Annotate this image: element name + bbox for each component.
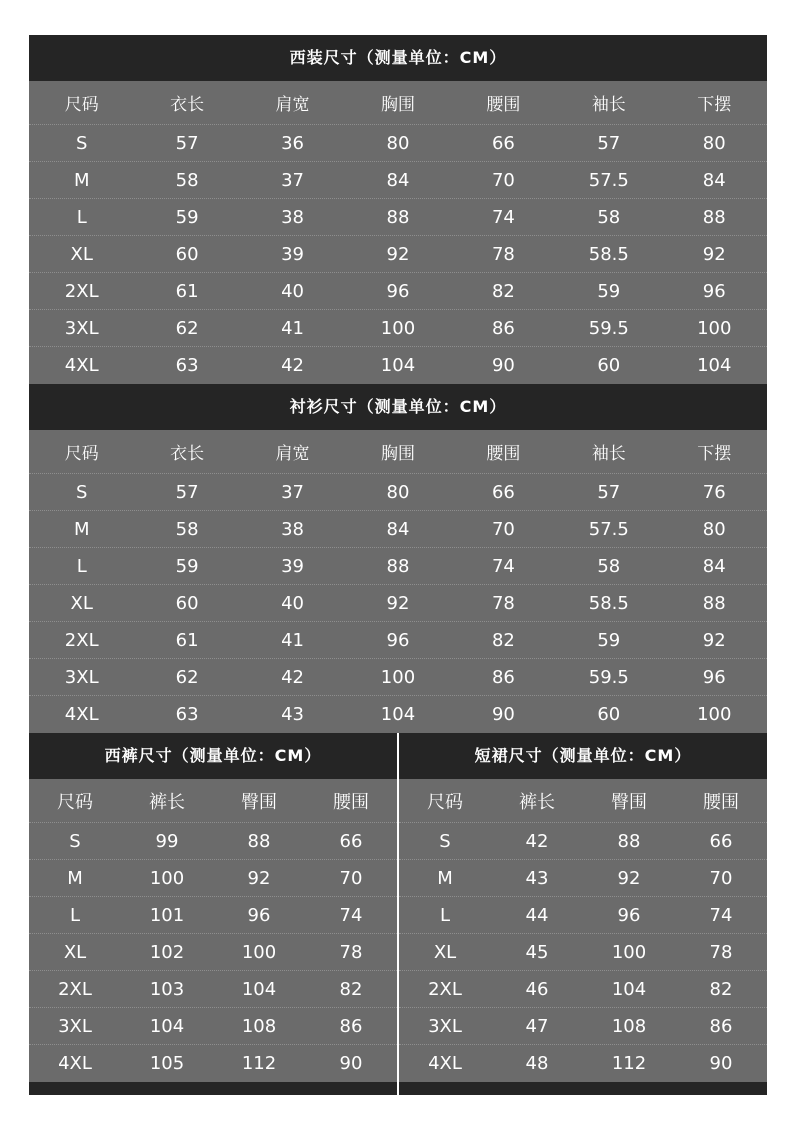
measurement-cell: 88 <box>702 592 726 614</box>
measurement-cell: 45 <box>525 941 549 963</box>
column-header: 臀围 <box>611 791 647 813</box>
measurement-cell: 96 <box>702 666 726 688</box>
column-header: 胸围 <box>380 95 415 115</box>
shorts-header-row <box>399 779 767 823</box>
trousers-table-footer <box>29 1082 397 1095</box>
measurement-cell: 82 <box>491 629 515 651</box>
measurement-cell: 84 <box>386 169 410 191</box>
measurement-cell: 66 <box>491 481 515 503</box>
table-row <box>399 823 767 860</box>
table-row <box>29 474 767 511</box>
measurement-cell: 60 <box>597 704 621 725</box>
size-cell: M <box>73 518 90 540</box>
table-row <box>29 347 767 384</box>
measurement-cell: 57 <box>597 481 621 503</box>
table-row <box>29 860 397 897</box>
column-header: 衣长 <box>170 444 205 464</box>
measurement-cell: 61 <box>175 629 199 651</box>
measurement-cell: 100 <box>380 317 416 339</box>
measurement-cell: 105 <box>149 1053 185 1074</box>
measurement-cell: 96 <box>386 280 410 302</box>
suit-size-table <box>29 35 767 384</box>
measurement-cell: 40 <box>281 592 304 614</box>
measurement-cell: 100 <box>611 941 647 963</box>
measurement-cell: 108 <box>611 1015 647 1037</box>
measurement-cell: 58 <box>597 206 621 228</box>
table-row <box>399 860 767 897</box>
shorts-size-table <box>399 733 767 1095</box>
measurement-cell: 104 <box>380 355 416 376</box>
measurement-cell: 92 <box>247 867 271 889</box>
column-header: 衣长 <box>170 95 205 115</box>
measurement-cell: 92 <box>702 243 726 265</box>
size-cell: XL <box>433 941 457 963</box>
measurement-cell: 78 <box>709 941 733 963</box>
table-row <box>399 971 767 1008</box>
column-header: 袖长 <box>591 444 626 464</box>
measurement-cell: 92 <box>617 867 641 889</box>
measurement-cell: 62 <box>175 317 199 339</box>
shorts-table-footer <box>399 1082 767 1095</box>
size-cell: 4XL <box>64 355 99 376</box>
measurement-cell: 59 <box>597 629 621 651</box>
measurement-cell: 57.5 <box>588 169 629 191</box>
measurement-cell: 90 <box>491 704 515 725</box>
measurement-cell: 100 <box>380 666 416 688</box>
suit-header-row <box>29 81 767 125</box>
size-cell: S <box>75 132 88 154</box>
column-header: 尺码 <box>64 444 99 464</box>
shirt-header-row <box>29 430 767 474</box>
measurement-cell: 90 <box>339 1053 363 1074</box>
measurement-cell: 112 <box>241 1053 277 1074</box>
table-row <box>29 548 767 585</box>
shorts-table-title: 短裙尺寸（测量单位：CM） <box>399 733 767 779</box>
measurement-cell: 112 <box>611 1053 647 1074</box>
measurement-cell: 84 <box>386 518 410 540</box>
size-cell: 3XL <box>64 666 99 688</box>
measurement-cell: 100 <box>697 317 732 339</box>
measurement-cell: 104 <box>380 704 416 725</box>
size-cell: 3XL <box>428 1015 462 1037</box>
measurement-cell: 84 <box>702 555 726 577</box>
table-row <box>29 696 767 733</box>
measurement-cell: 96 <box>617 904 641 926</box>
measurement-cell: 41 <box>281 629 304 651</box>
measurement-cell: 86 <box>491 666 515 688</box>
measurement-cell: 82 <box>339 978 363 1000</box>
table-row <box>399 1045 767 1082</box>
measurement-cell: 104 <box>241 978 277 1000</box>
column-header: 下摆 <box>697 444 732 464</box>
table-row <box>29 162 767 199</box>
size-cell: 4XL <box>64 704 99 725</box>
size-cell: XL <box>70 243 93 265</box>
table-row <box>399 1008 767 1045</box>
measurement-cell: 80 <box>386 481 410 503</box>
measurement-cell: 58 <box>175 518 199 540</box>
measurement-cell: 92 <box>386 243 410 265</box>
measurement-cell: 36 <box>281 132 304 154</box>
bottom-tables <box>29 733 767 1095</box>
column-header: 腰围 <box>333 791 369 813</box>
measurement-cell: 108 <box>241 1015 277 1037</box>
measurement-cell: 90 <box>491 355 515 376</box>
measurement-cell: 62 <box>175 666 199 688</box>
measurement-cell: 96 <box>386 629 410 651</box>
measurement-cell: 38 <box>281 518 304 540</box>
measurement-cell: 66 <box>709 830 733 852</box>
measurement-cell: 58.5 <box>588 592 629 614</box>
measurement-cell: 92 <box>386 592 410 614</box>
table-row <box>29 897 397 934</box>
measurement-cell: 80 <box>702 132 726 154</box>
size-cell: M <box>73 169 90 191</box>
measurement-cell: 74 <box>709 904 733 926</box>
column-header: 尺码 <box>427 791 463 813</box>
size-cell: 4XL <box>58 1053 92 1074</box>
size-cell: L <box>69 904 81 926</box>
size-cell: 2XL <box>64 280 99 302</box>
size-cell: XL <box>70 592 93 614</box>
measurement-cell: 39 <box>281 555 304 577</box>
measurement-cell: 70 <box>339 867 363 889</box>
measurement-cell: 92 <box>702 629 726 651</box>
column-header: 袖长 <box>591 95 626 115</box>
size-cell: M <box>437 867 453 889</box>
measurement-cell: 74 <box>339 904 363 926</box>
column-header: 下摆 <box>697 95 732 115</box>
measurement-cell: 74 <box>491 555 515 577</box>
size-cell: 3XL <box>64 317 99 339</box>
measurement-cell: 100 <box>149 867 185 889</box>
table-row <box>29 1008 397 1045</box>
measurement-cell: 60 <box>175 243 199 265</box>
measurement-cell: 63 <box>175 704 199 725</box>
measurement-cell: 66 <box>339 830 363 852</box>
table-row <box>29 659 767 696</box>
size-cell: L <box>76 206 87 228</box>
measurement-cell: 37 <box>281 481 304 503</box>
table-row <box>399 897 767 934</box>
measurement-cell: 88 <box>386 555 410 577</box>
measurement-cell: 70 <box>491 518 515 540</box>
measurement-cell: 80 <box>386 132 410 154</box>
column-header: 肩宽 <box>275 95 310 115</box>
measurement-cell: 61 <box>175 280 199 302</box>
measurement-cell: 41 <box>281 317 304 339</box>
measurement-cell: 38 <box>281 206 304 228</box>
size-cell: 3XL <box>58 1015 92 1037</box>
table-row <box>29 273 767 310</box>
measurement-cell: 58 <box>175 169 199 191</box>
measurement-cell: 76 <box>702 481 726 503</box>
measurement-cell: 59.5 <box>588 666 629 688</box>
size-chart-sheet <box>29 35 767 1095</box>
measurement-cell: 60 <box>175 592 199 614</box>
measurement-cell: 42 <box>281 355 304 376</box>
measurement-cell: 46 <box>525 978 549 1000</box>
measurement-cell: 59 <box>597 280 621 302</box>
measurement-cell: 43 <box>525 867 549 889</box>
trousers-header-row <box>29 779 397 823</box>
column-header: 腰围 <box>486 95 521 115</box>
column-header: 臀围 <box>241 791 277 813</box>
table-row <box>29 199 767 236</box>
table-row <box>29 125 767 162</box>
measurement-cell: 63 <box>175 355 199 376</box>
shirt-size-table <box>29 384 767 733</box>
table-row <box>29 1045 397 1082</box>
size-cell: S <box>439 830 451 852</box>
measurement-cell: 70 <box>709 867 733 889</box>
measurement-cell: 39 <box>281 243 304 265</box>
measurement-cell: 86 <box>491 317 515 339</box>
size-cell: S <box>69 830 81 852</box>
measurement-cell: 88 <box>702 206 726 228</box>
measurement-cell: 100 <box>697 704 732 725</box>
measurement-cell: 99 <box>155 830 179 852</box>
size-cell: L <box>439 904 451 926</box>
measurement-cell: 42 <box>281 666 304 688</box>
measurement-cell: 43 <box>281 704 304 725</box>
size-cell: S <box>75 481 88 503</box>
column-header: 裤长 <box>519 791 555 813</box>
trousers-size-table <box>29 733 397 1095</box>
measurement-cell: 37 <box>281 169 304 191</box>
measurement-cell: 96 <box>247 904 271 926</box>
measurement-cell: 86 <box>339 1015 363 1037</box>
column-header: 胸围 <box>380 444 415 464</box>
measurement-cell: 57.5 <box>588 518 629 540</box>
size-cell: 2XL <box>428 978 462 1000</box>
measurement-cell: 58 <box>597 555 621 577</box>
shirt-table-title: 衬衫尺寸（测量单位：CM） <box>29 384 767 430</box>
measurement-cell: 58.5 <box>588 243 629 265</box>
suit-table-grid <box>29 81 767 384</box>
table-row <box>29 823 397 860</box>
measurement-cell: 104 <box>611 978 647 1000</box>
trousers-table-grid <box>29 779 397 1082</box>
measurement-cell: 57 <box>175 481 199 503</box>
column-header: 腰围 <box>703 791 739 813</box>
measurement-cell: 100 <box>241 941 277 963</box>
measurement-cell: 78 <box>491 243 515 265</box>
trousers-table-title: 西裤尺寸（测量单位：CM） <box>29 733 397 779</box>
measurement-cell: 78 <box>339 941 363 963</box>
table-row <box>29 934 397 971</box>
table-row <box>29 236 767 273</box>
measurement-cell: 88 <box>247 830 271 852</box>
measurement-cell: 104 <box>149 1015 185 1037</box>
size-cell: M <box>67 867 83 889</box>
column-header: 肩宽 <box>275 444 310 464</box>
measurement-cell: 59 <box>175 206 199 228</box>
measurement-cell: 74 <box>491 206 515 228</box>
size-cell: 4XL <box>428 1053 462 1074</box>
table-row <box>29 585 767 622</box>
measurement-cell: 40 <box>281 280 304 302</box>
measurement-cell: 90 <box>709 1053 733 1074</box>
measurement-cell: 42 <box>525 830 549 852</box>
measurement-cell: 57 <box>597 132 621 154</box>
measurement-cell: 88 <box>617 830 641 852</box>
measurement-cell: 82 <box>491 280 515 302</box>
table-row <box>29 310 767 347</box>
size-cell: 2XL <box>58 978 92 1000</box>
table-row <box>29 971 397 1008</box>
measurement-cell: 48 <box>525 1053 549 1074</box>
size-cell: L <box>76 555 87 577</box>
measurement-cell: 59.5 <box>588 317 629 339</box>
table-row <box>29 622 767 659</box>
suit-table-title: 西装尺寸（测量单位：CM） <box>29 35 767 81</box>
measurement-cell: 102 <box>149 941 185 963</box>
measurement-cell: 78 <box>491 592 515 614</box>
measurement-cell: 44 <box>525 904 549 926</box>
column-header: 裤长 <box>149 791 185 813</box>
column-header: 尺码 <box>64 95 99 115</box>
measurement-cell: 60 <box>597 355 621 376</box>
measurement-cell: 84 <box>702 169 726 191</box>
shirt-table-grid <box>29 430 767 733</box>
column-header: 腰围 <box>486 444 521 464</box>
measurement-cell: 101 <box>149 904 185 926</box>
measurement-cell: 70 <box>491 169 515 191</box>
measurement-cell: 80 <box>702 518 726 540</box>
measurement-cell: 86 <box>709 1015 733 1037</box>
measurement-cell: 103 <box>149 978 185 1000</box>
measurement-cell: 104 <box>697 355 732 376</box>
measurement-cell: 57 <box>175 132 199 154</box>
table-row <box>399 934 767 971</box>
measurement-cell: 59 <box>175 555 199 577</box>
table-row <box>29 511 767 548</box>
measurement-cell: 66 <box>491 132 515 154</box>
size-cell: XL <box>63 941 87 963</box>
measurement-cell: 47 <box>525 1015 549 1037</box>
measurement-cell: 88 <box>386 206 410 228</box>
measurement-cell: 82 <box>709 978 733 1000</box>
column-header: 尺码 <box>57 791 93 813</box>
size-cell: 2XL <box>64 629 99 651</box>
measurement-cell: 96 <box>702 280 726 302</box>
shorts-table-grid <box>399 779 767 1082</box>
